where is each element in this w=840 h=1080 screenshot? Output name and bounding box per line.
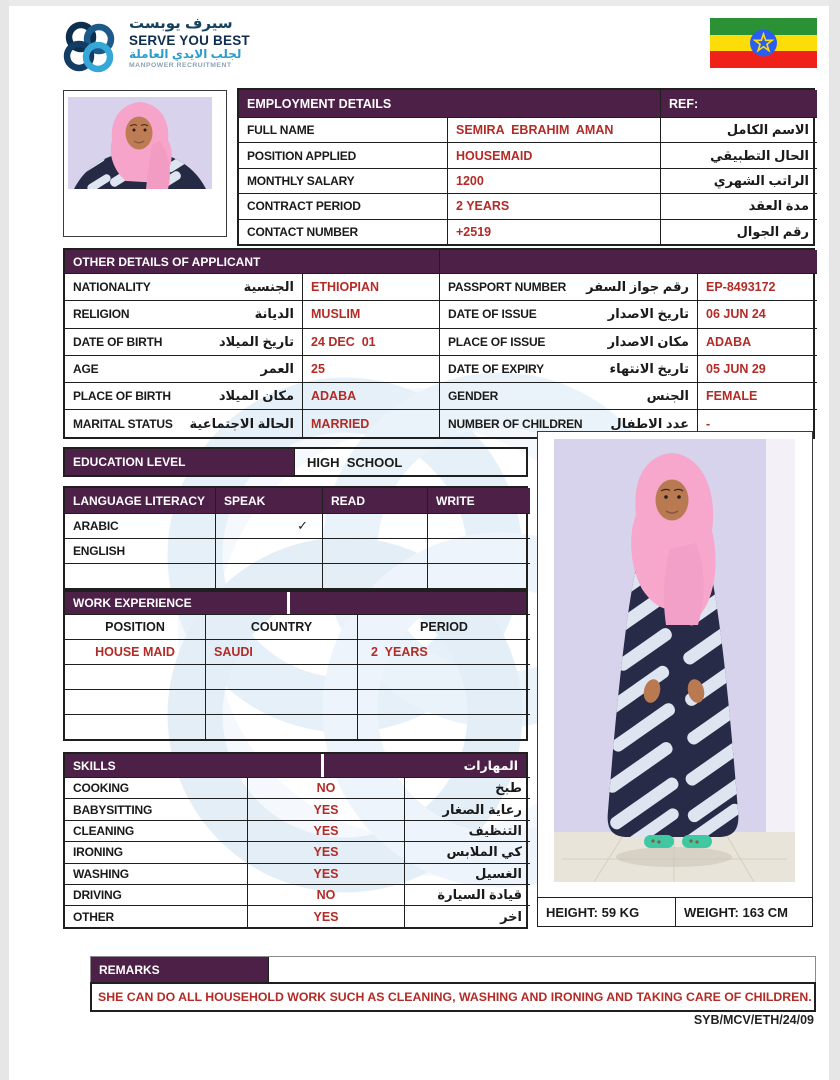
field-label: MONTHLY SALARY [239, 168, 447, 193]
scan-edge-left [0, 0, 9, 1080]
field-label: CONTRACT PERIOD [239, 193, 447, 218]
skill-arabic: اخر [404, 905, 530, 926]
skill-arabic: كي الملابس [404, 841, 530, 862]
field-value: +2519 [447, 219, 660, 244]
field-value: EP-8493172 [697, 273, 817, 300]
experience-country: SAUDI [205, 639, 357, 664]
field-value: 06 JUN 24 [697, 300, 817, 327]
skill-arabic: قيادة السيارة [404, 884, 530, 905]
company-logo [58, 16, 250, 80]
height-value: HEIGHT: 59 KG [546, 904, 640, 920]
field-arabic-label: الاسم الكامل [660, 117, 817, 142]
education-level-value: HIGH SCHOOL [307, 454, 403, 470]
field-arabic-label: مدة العقد [660, 193, 817, 218]
experience-position [65, 689, 205, 714]
read-check [322, 538, 427, 563]
employment-details-header: EMPLOYMENT DETAILS [239, 90, 660, 117]
field-value: 25 [302, 355, 439, 382]
field-value: - [697, 409, 817, 436]
applicant-passport-photo [63, 90, 227, 237]
language-name: ENGLISH [65, 538, 215, 563]
remarks-header-row [90, 956, 816, 982]
ref-header: REF: [660, 90, 817, 117]
field-value: MUSLIM [302, 300, 439, 327]
field-value: MARRIED [302, 409, 439, 436]
write-check [427, 563, 530, 588]
knot-logo-icon [58, 16, 122, 80]
skill-value: NO [247, 884, 404, 905]
logo-tagline: MANPOWER RECRUITMENT [129, 62, 232, 70]
col-write-header: WRITE [427, 488, 530, 513]
field-value: 1200 [447, 168, 660, 193]
logo-arabic-tagline: لجلب الايدي العاملة [129, 46, 242, 61]
field-value: 24 DEC 01 [302, 328, 439, 355]
education-level-label: EDUCATION LEVEL [65, 449, 295, 475]
remarks-header: REMARKS [91, 957, 269, 982]
field-value: 2 YEARS [447, 193, 660, 218]
skill-arabic: رعاية الصغار [404, 798, 530, 819]
field-value: FEMALE [697, 382, 817, 409]
skill-label: BABYSITTING [65, 798, 247, 819]
field-label: FULL NAME [239, 117, 447, 142]
col-read-header: READ [322, 488, 427, 513]
field-value: HOUSEMAID [447, 142, 660, 167]
field-value: ETHIOPIAN [302, 273, 439, 300]
speak-check [215, 563, 322, 588]
skill-value: YES [247, 905, 404, 926]
col-language-header: LANGUAGE LITERACY [65, 488, 215, 513]
skill-label: OTHER [65, 905, 247, 926]
remarks-text: SHE CAN DO ALL HOUSEHOLD WORK SUCH AS CLEANING, WASHING AND IRONING AND TAKING CARE OF CHILDREN. [90, 982, 816, 1012]
passport-photo-image [68, 97, 212, 189]
col-period-header: PERIOD [357, 614, 530, 639]
fullbody-photo-image [554, 439, 795, 882]
col-speak-header: SPEAK [215, 488, 322, 513]
field-arabic-label: الراتب الشهري [660, 168, 817, 193]
experience-position [65, 664, 205, 689]
field-label-pair: NUMBER OF CHILDREN عدد الاطفال [439, 409, 697, 436]
field-label-pair: NATIONALITY الجنسية [65, 273, 302, 300]
field-label-pair: MARITAL STATUS الحالة الاجتماعية [65, 409, 302, 436]
field-label: POSITION APPLIED [239, 142, 447, 167]
experience-country [205, 664, 357, 689]
physical-stats-row [537, 897, 813, 927]
weight-value: WEIGHT: 163 CM [675, 898, 812, 926]
experience-period [357, 689, 530, 714]
ethiopia-flag-icon [710, 18, 817, 68]
document-ref-code: SYB/MCV/ETH/24/09 [693, 1013, 814, 1027]
field-label-pair: GENDER الجنس [439, 382, 697, 409]
field-label-pair: AGE العمر [65, 355, 302, 382]
field-value: 05 JUN 29 [697, 355, 817, 382]
language-name [65, 563, 215, 588]
work-experience-header: WORK EXPERIENCE [65, 592, 526, 614]
field-label: CONTACT NUMBER [239, 219, 447, 244]
field-label-pair: RELIGION الديانة [65, 300, 302, 327]
experience-position: HOUSE MAID [65, 639, 205, 664]
skills-header-arabic: المهارات [463, 759, 518, 773]
skill-value: YES [247, 820, 404, 841]
experience-period [357, 664, 530, 689]
skill-label: COOKING [65, 777, 247, 798]
applicant-fullbody-photo [537, 431, 813, 898]
skill-value: NO [247, 777, 404, 798]
field-label-pair: PASSPORT NUMBER رقم جواز السفر [439, 273, 697, 300]
read-check [322, 563, 427, 588]
field-arabic-label: الحال التطبيقي [660, 142, 817, 167]
experience-period [357, 714, 530, 739]
experience-country [205, 714, 357, 739]
field-label-pair: DATE OF BIRTH تاريخ الميلاد [65, 328, 302, 355]
language-literacy-table [63, 486, 528, 590]
skill-value: YES [247, 798, 404, 819]
read-check [322, 513, 427, 538]
col-position-header: POSITION [65, 614, 205, 639]
skills-header: SKILLS المهارات [65, 754, 526, 777]
work-experience-table [63, 590, 528, 741]
skill-arabic: التنظيف [404, 820, 530, 841]
speak-check: ✓ [215, 513, 322, 538]
remarks-section [90, 956, 816, 1012]
skill-arabic: الغسيل [404, 863, 530, 884]
skill-label: WASHING [65, 863, 247, 884]
skills-table [63, 752, 528, 929]
language-name: ARABIC [65, 513, 215, 538]
skill-value: YES [247, 841, 404, 862]
header-divider [321, 754, 324, 777]
skill-label: CLEANING [65, 820, 247, 841]
employment-details-table [237, 88, 815, 246]
field-value: ADABA [302, 382, 439, 409]
header-divider [287, 592, 290, 614]
field-label-pair: DATE OF ISSUE تاريخ الاصدار [439, 300, 697, 327]
field-label-pair: PLACE OF ISSUE مكان الاصدار [439, 328, 697, 355]
field-value: ADABA [697, 328, 817, 355]
education-level-row [63, 447, 528, 477]
write-check [427, 538, 530, 563]
logo-arabic-name: سيرف يوبست [129, 15, 233, 32]
experience-country [205, 689, 357, 714]
skill-value: YES [247, 863, 404, 884]
speak-check [215, 538, 322, 563]
field-label-pair: DATE OF EXPIRY تاريخ الانتهاء [439, 355, 697, 382]
field-value: SEMIRA EBRAHIM AMAN [447, 117, 660, 142]
experience-period: 2 YEARS [357, 639, 530, 664]
skill-label: DRIVING [65, 884, 247, 905]
write-check [427, 513, 530, 538]
skill-label: IRONING [65, 841, 247, 862]
logo-name: SERVE YOU BEST [129, 32, 250, 48]
col-country-header: COUNTRY [205, 614, 357, 639]
experience-position [65, 714, 205, 739]
scan-edge-top [0, 0, 840, 6]
other-details-header-right [439, 250, 817, 273]
scan-edge-right [829, 0, 840, 1080]
other-details-header: OTHER DETAILS OF APPLICANT [65, 250, 439, 273]
skill-arabic: طبخ [404, 777, 530, 798]
field-label-pair: PLACE OF BIRTH مكان الميلاد [65, 382, 302, 409]
other-details-table [63, 248, 815, 439]
field-arabic-label: رقم الجوال [660, 219, 817, 244]
